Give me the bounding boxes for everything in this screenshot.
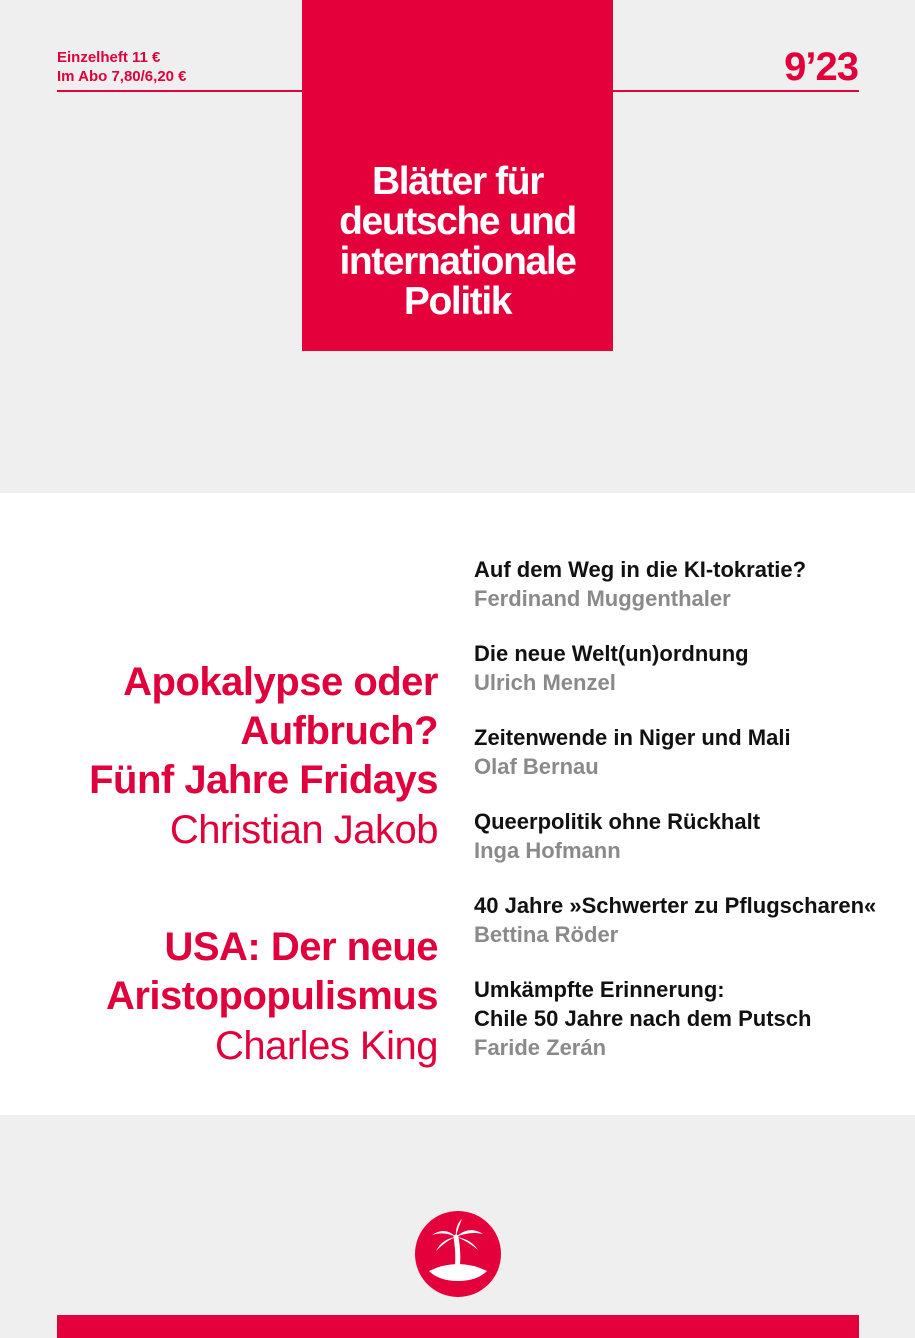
feature-title-line: Fünf Jahre Fridays — [89, 758, 438, 802]
feature-title-line: Aristopopulismus — [105, 974, 438, 1018]
toc-author: Bettina Röder — [474, 922, 619, 947]
feature-title-line: Apokalypse oder — [123, 660, 438, 704]
toc-entry[interactable] — [474, 807, 874, 865]
header-rule-left — [57, 90, 302, 92]
feature-article-1[interactable] — [89, 658, 438, 855]
toc-title: Umkämpfte Erinnerung: — [474, 977, 725, 1002]
toc-entry[interactable] — [474, 639, 874, 697]
masthead-box — [302, 0, 613, 351]
toc-entry[interactable] — [474, 723, 874, 781]
toc-author: Faride Zerán — [474, 1035, 607, 1060]
toc-title: Zeitenwende in Niger und Mali — [474, 725, 791, 750]
bottom-accent-bar — [57, 1315, 859, 1338]
toc-title: Auf dem Weg in die KI-tokratie? — [474, 557, 807, 582]
cover-top — [0, 0, 915, 493]
toc-title: Queerpolitik ohne Rückhalt — [474, 809, 761, 834]
masthead-line: Blätter für — [372, 160, 543, 203]
toc-author: Olaf Bernau — [474, 754, 599, 779]
palm-island-icon — [415, 1211, 501, 1297]
feature-author: Christian Jakob — [169, 808, 438, 852]
header-rule-right — [613, 90, 859, 92]
toc-entry[interactable] — [474, 975, 874, 1062]
cover-contents — [0, 493, 915, 1115]
toc-title: Die neue Welt(un)ordnung — [474, 641, 749, 666]
price-info — [57, 48, 187, 86]
price-single: Einzelheft 11 € — [57, 49, 161, 66]
masthead-line: Politik — [403, 280, 512, 323]
table-of-contents — [474, 555, 877, 1088]
toc-entry[interactable] — [474, 891, 877, 949]
toc-author: Inga Hofmann — [474, 838, 621, 863]
price-abo: Im Abo 7,80/6,20 € — [57, 68, 187, 85]
toc-author: Ulrich Menzel — [474, 670, 616, 695]
feature-article-2[interactable] — [106, 923, 438, 1071]
feature-author: Charles King — [214, 1024, 438, 1068]
feature-title-line: Aufbruch? — [240, 709, 438, 753]
issue-number: 9’23 — [784, 45, 858, 89]
masthead-title — [302, 162, 613, 322]
masthead-line: internationale — [339, 240, 576, 283]
feature-title-line: USA: Der neue — [164, 925, 438, 969]
toc-title: 40 Jahre »Schwerter zu Pflugscharen« — [474, 893, 877, 918]
toc-title: Chile 50 Jahre nach dem Putsch — [474, 1006, 812, 1031]
toc-author: Ferdinand Muggenthaler — [474, 586, 731, 611]
masthead-line: deutsche und — [339, 200, 576, 243]
cover-bottom — [0, 1115, 915, 1338]
toc-entry[interactable] — [474, 555, 874, 613]
